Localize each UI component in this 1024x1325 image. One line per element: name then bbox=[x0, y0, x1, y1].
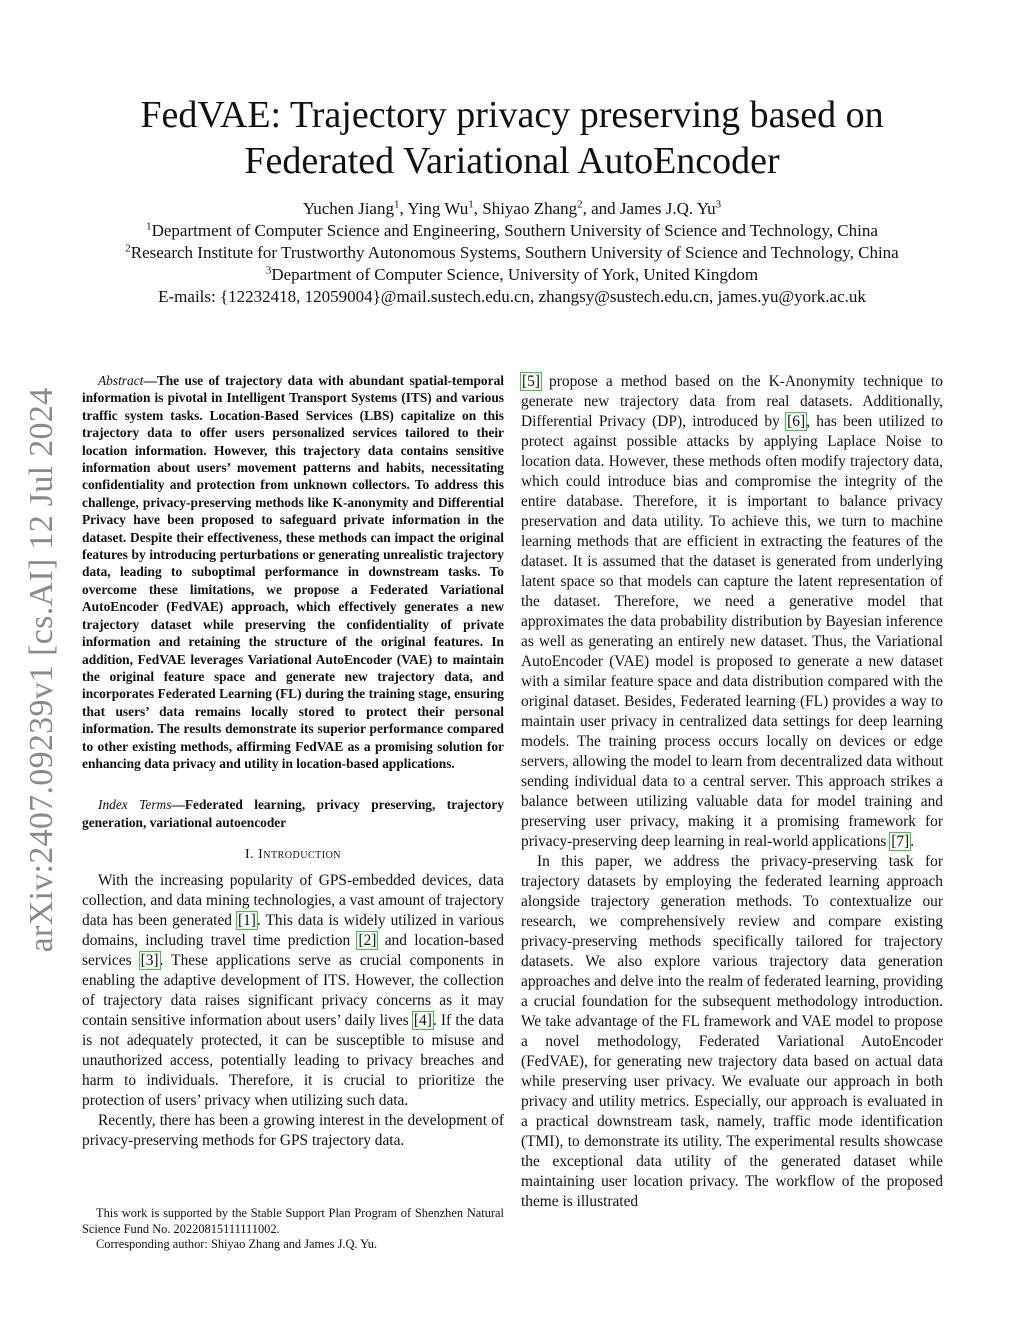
author-affiliation-mark: 1 bbox=[468, 198, 474, 211]
section-heading-introduction bbox=[82, 845, 504, 865]
affiliation-3 bbox=[80, 264, 944, 286]
affiliation-text: Department of Computer Science and Engineering, Southern University of Science and Technology, China bbox=[151, 221, 878, 240]
intro-paragraph-2: Recently, there has been a growing interest in the development of privacy-preserving methods for GPS trajectory data. bbox=[82, 1112, 504, 1150]
index-terms-body: —Federated learning, privacy preserving, trajectory generation, variational autoencoder bbox=[82, 797, 505, 830]
affiliation-2 bbox=[80, 242, 944, 264]
citation-link[interactable]: [3] bbox=[140, 952, 159, 970]
author-name: , Ying Wu bbox=[399, 199, 469, 218]
affiliation-mark: 1 bbox=[146, 220, 152, 233]
index-terms bbox=[82, 796, 504, 831]
affiliation-mark: 3 bbox=[265, 264, 272, 277]
citation-link[interactable]: [4] bbox=[413, 1012, 432, 1030]
citation-link[interactable]: [7] bbox=[891, 833, 910, 850]
author-emails: E-mails: {12232418, 12059004}@mail.sustech.edu.cn, zhangsy@sustech.edu.cn, james.yu@york.ac.uk bbox=[158, 287, 866, 306]
author-list bbox=[80, 198, 944, 220]
abstract bbox=[82, 372, 504, 772]
index-terms-label: Index Terms bbox=[98, 797, 172, 813]
affiliation-text: Research Institute for Trustworthy Autonomous Systems, Southern University of Science and Technology, China bbox=[130, 243, 899, 262]
author-affiliation-mark: 1 bbox=[393, 198, 400, 211]
left-column bbox=[82, 372, 504, 1151]
footnotes bbox=[82, 1206, 504, 1253]
intro-paragraph-1 bbox=[82, 871, 504, 1111]
citation-link[interactable]: [2] bbox=[358, 932, 377, 950]
arxiv-identifier-stamp bbox=[12, 360, 72, 980]
arxiv-stamp-text: arXiv:2407.09239v1 [cs.AI] 12 Jul 2024 bbox=[23, 387, 60, 953]
author-block bbox=[80, 198, 944, 308]
section-number: I. bbox=[244, 847, 259, 863]
funding-footnote: This work is supported by the Stable Support Plan Program of Shenzhen Natural Science Fund No. 20220815111111002. bbox=[82, 1206, 504, 1236]
intro-paragraph-3 bbox=[521, 372, 943, 852]
text-run: . This data is widely utilized in various domains, including travel time prediction bbox=[82, 912, 504, 950]
text-run: . bbox=[910, 833, 915, 850]
affiliation-1 bbox=[80, 220, 944, 242]
abstract-body: —The use of trajectory data with abundant spatial-temporal information is pivotal in Intelligent Transport Systems (ITS) and various traffic system tasks. Location-Based Services (LBS) capitalize on this trajectory data to offer users personalized services tailored to their location information. However, this trajectory data contains sensitive information about users’ movement patterns and habits, necessitating confidentiality and protection from unknown collectors. To address this challenge, privacy-preserving methods like K-anonymity and Differential Privacy have been proposed to safeguard private information in the dataset. Despite their effectiveness, these methods can impact the original features by introducing perturbations or generating unrealistic trajectory data, leading to suboptimal performance in downstream tasks. To overcome these limitations, we propose a Federated Variational AutoEncoder (FedVAE) approach, which effectively generates a new trajectory dataset while preserving the confidentiality of private information and retaining the structure of the original features. In addition, FedVAE leverages Variational AutoEncoder (VAE) to maintain the original feature space and generate new trajectory data, and incorporates Federated Learning (FL) during the training stage, ensuring that users’ data remains locally stored to protect their personal information. The results demonstrate its superior performance compared to other existing methods, affirming FedVAE as a promising solution for enhancing data privacy and utility in location-based applications. bbox=[82, 373, 504, 771]
text-run: and location-based services bbox=[82, 932, 504, 970]
citation-link[interactable]: [5] bbox=[522, 373, 540, 390]
author-name: , and James J.Q. Yu bbox=[582, 199, 716, 218]
title-line-2: Federated Variational AutoEncoder bbox=[244, 140, 780, 182]
text-run: . These applications serve as crucial components in enabling the adaptive development of ITS. However, the collection of trajectory data raises significant privacy concerns as it may contain sensitive information about users’ daily lives bbox=[82, 952, 504, 1030]
author-affiliation-mark: 2 bbox=[577, 198, 583, 211]
intro-paragraph-4: In this paper, we address the privacy-preserving task for trajectory datasets by employing the federated learning approach alongside trajectory generation methods. To contextualize our research, we comprehensively review and compare existing privacy-preserving methods specifically tailored for trajectory datasets. We also explore various trajectory data generation approaches and delve into the realm of federated learning, providing a crucial foundation for the subsequent methodology introduction. We take advantage of the FL framework and VAE model to propose a novel methodology, Federated Variational AutoEncoder (FedVAE), for generating new trajectory data based on actual data while preserving user privacy. We evaluate our approach in both privacy and utility metrics. Especially, our approach is evaluated in a practical downstream task, namely, traffic mode identification (TMI), to demonstrate its utility. The experimental results showcase the exceptional data utility of the generated dataset while maintaining user location privacy. The workflow of the proposed theme is illustrated bbox=[521, 853, 943, 1210]
author-name: Yuchen Jiang bbox=[302, 199, 394, 218]
affiliation-mark: 2 bbox=[125, 242, 131, 255]
citation-link[interactable]: [1] bbox=[237, 912, 256, 930]
text-run: With the increasing popularity of GPS-embedded devices, data collection, and data mining technologies, a vast amount of trajectory data has been generated bbox=[82, 872, 504, 930]
text-run: , has been utilized to protect against possible attacks by applying Laplace Noise to location data. However, these methods often modify trajectory data, which could introduce bias and compromise the integrity of the entire database. Therefore, it is important to balance privacy preservation and data utility. To achieve this, we turn to machine learning methods that are efficient in extracting the features of the dataset. It is assumed that the dataset is generated from underlying latent space so that models can capture the latent representation of the dataset. Therefore, we need a generative model that approximates the data probability distribution by Bayesian inference as well as generating an entirely new dataset. Thus, the Variational AutoEncoder (VAE) model is proposed to generate a new dataset with a similar feature space and data distribution compared with the original dataset. Besides, Federated learning (FL) provides a way to maintain user privacy in centralized data settings for deep learning models. The training process occurs locally on devices or edge servers, allowing the model to learn from decentralized data without sending individual data to a central server. This approach strikes a balance between utilizing valuable data for model training and preserving user privacy, making it a promising framework for privacy-preserving deep learning in real-world applications bbox=[521, 413, 943, 850]
corresponding-author-footnote: Corresponding author: Shiyao Zhang and James J.Q. Yu. bbox=[96, 1237, 378, 1251]
section-title: Introduction bbox=[258, 847, 342, 863]
paper-title bbox=[80, 92, 944, 184]
title-line-1: FedVAE: Trajectory privacy preserving based on bbox=[140, 94, 884, 136]
right-column bbox=[521, 372, 943, 1212]
citation-link[interactable]: [6] bbox=[787, 413, 806, 430]
author-name: , Shiyao Zhang bbox=[473, 199, 578, 218]
abstract-label: Abstract bbox=[98, 373, 144, 388]
author-affiliation-mark: 3 bbox=[715, 198, 722, 211]
text-run: . If the data is not adequately protected, it can be susceptible to misuse and unauthorized access, potentially leading to privacy breaches and harm to individuals. Therefore, it is crucial to prioritize the protection of users’ privacy when utilizing such data. bbox=[82, 1012, 505, 1110]
affiliation-text: Department of Computer Science, University of York, United Kingdom bbox=[271, 265, 759, 284]
text-run: propose a method based on the K-Anonymity technique to generate new trajectory data from real datasets. Additionally, Differential Privacy (DP), introduced by bbox=[521, 373, 943, 430]
